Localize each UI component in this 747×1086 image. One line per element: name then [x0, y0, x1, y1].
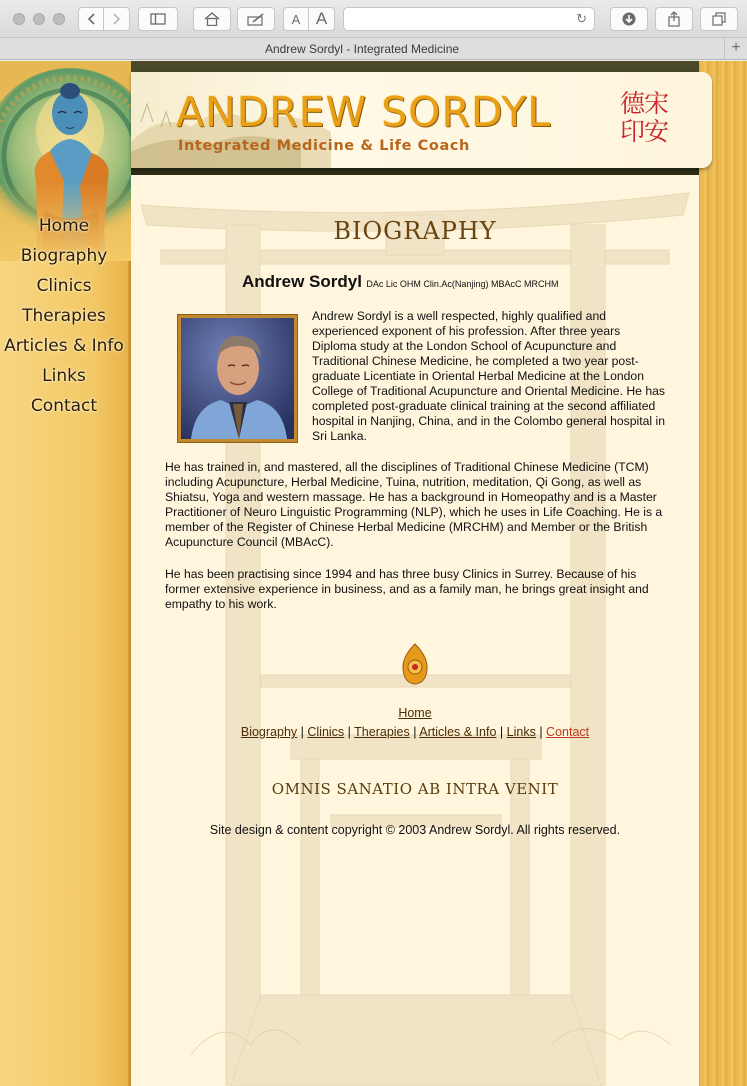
- home-button[interactable]: [193, 7, 231, 31]
- brand-tagline: Integrated Medicine & Life Coach: [178, 138, 470, 154]
- font-smaller-button[interactable]: A: [283, 7, 309, 31]
- copyright-notice: Site design & content copyright © 2003 Andrew Sordyl. All rights reserved.: [209, 823, 621, 837]
- house-icon: [204, 12, 220, 26]
- portrait-photo: [177, 314, 298, 443]
- browser-toolbar: [0, 0, 747, 38]
- tab-title[interactable]: Andrew Sordyl - Integrated Medicine: [264, 42, 460, 56]
- nav-item-articles-info[interactable]: Articles & Info: [4, 336, 124, 356]
- nav-item-links[interactable]: Links: [42, 366, 86, 386]
- footer-separator: |: [539, 725, 543, 739]
- footer-link-articles-info[interactable]: Articles & Info: [419, 725, 497, 739]
- sidebar-icon: [150, 13, 166, 25]
- pen-note-icon: [247, 12, 265, 26]
- downloads-button[interactable]: [610, 7, 648, 31]
- chevron-right-icon: [113, 13, 121, 25]
- footer-link-links[interactable]: Links: [506, 725, 536, 739]
- practitioner-heading: [242, 272, 558, 292]
- forward-button[interactable]: [104, 7, 130, 31]
- site-banner: [131, 72, 712, 168]
- reload-icon[interactable]: ↻: [576, 11, 587, 26]
- footer-separator: |: [347, 725, 351, 739]
- share-button[interactable]: [655, 7, 693, 31]
- practitioner-credentials: DAc Lic OHM Clin.Ac(Nanjing) MBAcC MRCHM: [366, 279, 559, 289]
- footer-separator: |: [300, 725, 304, 739]
- footer-home: [131, 706, 699, 720]
- footer-link-biography[interactable]: Biography: [240, 725, 298, 739]
- tab-bar: [0, 38, 747, 60]
- back-button[interactable]: [78, 7, 104, 31]
- footer-separator: |: [413, 725, 417, 739]
- practitioner-name: Andrew Sordyl: [242, 272, 362, 291]
- close-window-button[interactable]: [13, 13, 25, 25]
- tabs-overview-button[interactable]: [700, 7, 738, 31]
- chinese-seal-text: 德宋印安: [620, 89, 669, 146]
- lotus-ornament-icon: [400, 643, 430, 685]
- footer-link-contact[interactable]: Contact: [546, 725, 590, 739]
- history-buttons: [78, 7, 130, 31]
- chevron-left-icon: [87, 13, 95, 25]
- tabs-icon: [712, 12, 726, 26]
- sidebar-toggle-button[interactable]: [138, 7, 178, 31]
- main-nav: [0, 211, 128, 421]
- share-icon: [667, 11, 681, 27]
- bio-paragraph-3: He has been practising since 1994 and has three busy Clinics in Surrey. Because of his former extensive experience in business, and as a family man, he brings great insight and empathy to his work.: [165, 567, 649, 611]
- share-note-button[interactable]: [237, 7, 275, 31]
- font-larger-button[interactable]: A: [309, 7, 335, 31]
- nav-item-biography[interactable]: Biography: [20, 246, 108, 266]
- font-size-buttons: [283, 7, 335, 31]
- footer-link-home[interactable]: Home: [398, 706, 432, 720]
- nav-item-home[interactable]: Home: [38, 216, 90, 236]
- brand-name: ANDREW SORDYL: [176, 88, 552, 136]
- new-tab-button[interactable]: +: [724, 38, 747, 60]
- footer-link-therapies[interactable]: Therapies: [354, 725, 410, 739]
- address-bar[interactable]: [343, 7, 595, 31]
- zoom-window-button[interactable]: [53, 13, 65, 25]
- footer-link-clinics[interactable]: Clinics: [307, 725, 345, 739]
- bio-paragraph-1: Andrew Sordyl is a well respected, highly qualified and experienced exponent of his profession. After three years Diploma study at the London School of Acupuncture and Traditional Chinese Medicine, he completed a two year post-graduate Licentiate in Oriental Herbal Medicine at the London College of Traditional Acupuncture and Oriental Medicine. He has completed post-graduate clinical training at the second affiliated hospital in Nanjing, China, and in the Colombo general hospital in Sri Lanka.: [312, 309, 665, 443]
- web-page: [0, 61, 747, 1086]
- nav-item-contact[interactable]: Contact: [30, 396, 98, 416]
- footer-nav: [131, 725, 699, 739]
- page-title: BIOGRAPHY: [333, 217, 497, 245]
- footer-separator: |: [499, 725, 504, 739]
- bio-paragraph-2: He has trained in, and mastered, all the disciplines of Traditional Chinese Medicine (TCM) including Acupuncture, Herbal Medicine, Tuina, nutrition, meditation, Qi Gong, as well as Shiatsu, Yoga and western massage. He has a background in Homeopathy and is a Master Practitioner of Neuro Linguistic Programming (NLP), which he uses in Life Coaching. He is a member of the Register of Chinese Herbal Medicine (MRCHM) and Member or the British Acupuncture Council (MBAcC).: [165, 460, 663, 549]
- minimize-window-button[interactable]: [33, 13, 45, 25]
- latin-motto: OMNIS SANATIO AB INTRA VENIT: [271, 780, 559, 798]
- download-icon: [622, 12, 636, 26]
- nav-item-therapies[interactable]: Therapies: [22, 306, 106, 326]
- portrait-image: [181, 318, 294, 439]
- nav-item-clinics[interactable]: Clinics: [36, 276, 92, 296]
